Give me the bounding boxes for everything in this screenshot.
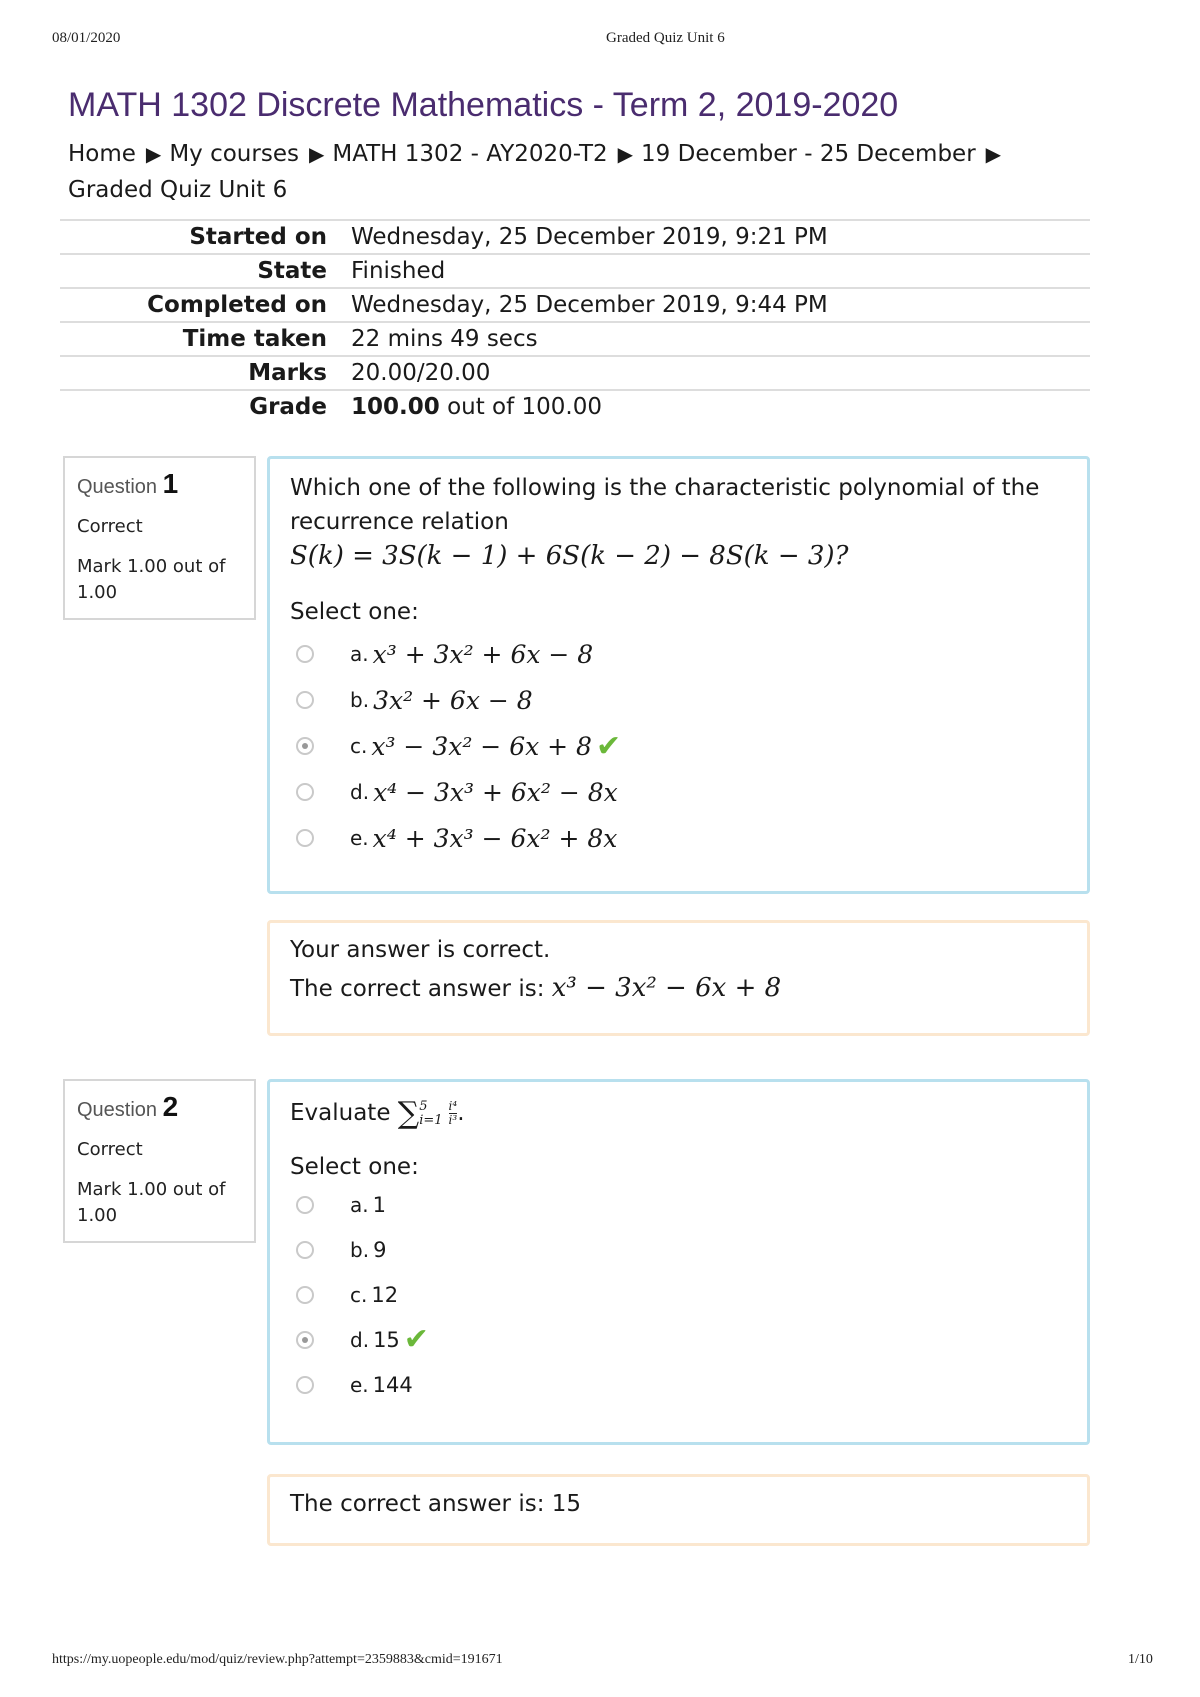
answer-option-c[interactable]	[290, 723, 1067, 769]
radio-button[interactable]	[296, 1241, 314, 1259]
summation-icon: ∑	[397, 1096, 420, 1131]
question-number: Question 2	[77, 1091, 179, 1122]
summary-label: Time taken	[60, 322, 351, 356]
correct-check-icon: ✔	[595, 728, 622, 764]
question-mark: Mark 1.00 out of 1.00	[77, 1179, 226, 1226]
breadcrumb-separator-icon: ▶	[145, 142, 162, 166]
answer-option-c[interactable]	[290, 1272, 1067, 1317]
summary-value: Wednesday, 25 December 2019, 9:44 PM	[351, 288, 1090, 322]
option-letter: d.	[350, 1327, 370, 1352]
question-number: Question 1	[77, 468, 179, 499]
breadcrumb	[68, 136, 1028, 208]
question-mark: Mark 1.00 out of 1.00	[77, 556, 226, 603]
option-text: x³ + 3x² + 6x − 8	[372, 639, 594, 669]
summary-value: 22 mins 49 secs	[351, 322, 1090, 356]
grade-value	[351, 390, 1090, 423]
radio-button[interactable]	[296, 1196, 314, 1214]
summary-label: Started on	[60, 220, 351, 254]
option-letter: b.	[350, 688, 370, 712]
summation-fraction: $\frac{\text{i⁴}}{\text{i³}}$	[448, 1099, 458, 1127]
question-text: Which one of the following is the characteristic polynomial of the recurrence relation	[290, 475, 1040, 535]
feedback-correct-answer: The correct answer is: 15	[290, 1491, 582, 1517]
answer-options	[290, 1182, 1067, 1407]
summary-row	[60, 356, 1090, 390]
radio-button[interactable]	[296, 1286, 314, 1304]
print-url: https://my.uopeople.edu/mod/quiz/review.php?attempt=2359883&cmid=191671	[52, 1652, 503, 1667]
feedback-answer: x³ − 3x² − 6x + 8	[551, 973, 782, 1003]
radio-button-selected[interactable]	[296, 737, 314, 755]
attempt-summary-table	[60, 219, 1090, 423]
breadcrumb-week[interactable]: 19 December - 25 December	[641, 141, 976, 167]
course-title[interactable]: MATH 1302 Discrete Mathematics - Term 2, 2019-2020	[68, 86, 899, 124]
summary-label: Completed on	[60, 288, 351, 322]
radio-button[interactable]	[296, 691, 314, 709]
radio-button[interactable]	[296, 645, 314, 663]
option-letter: c.	[350, 1282, 368, 1307]
question-2-feedback	[267, 1474, 1090, 1546]
summary-row-grade	[60, 390, 1090, 423]
recurrence-formula: S(k) = 3S(k − 1) + 6S(k − 2) − 8S(k − 3)?	[290, 541, 849, 571]
print-page-number: 1/10	[1128, 1652, 1153, 1667]
breadcrumb-quiz[interactable]: Graded Quiz Unit 6	[68, 177, 288, 203]
feedback-prefix: The correct answer is:	[290, 976, 545, 1002]
summation-limits: 5 i=1	[419, 1098, 443, 1128]
summary-row	[60, 254, 1090, 288]
breadcrumb-separator-icon: ▶	[617, 142, 634, 166]
question-1-box	[267, 456, 1090, 894]
answer-option-b[interactable]	[290, 677, 1067, 723]
select-one-label: Select one:	[290, 599, 419, 625]
option-letter: d.	[350, 780, 370, 804]
option-text: x⁴ + 3x³ − 6x² + 8x	[372, 823, 618, 853]
answer-option-e[interactable]	[290, 1362, 1067, 1407]
option-letter: e.	[350, 826, 369, 850]
summary-label: Marks	[60, 356, 351, 390]
option-letter: a.	[350, 642, 369, 666]
print-date: 08/01/2020	[52, 30, 121, 46]
answer-option-a[interactable]	[290, 631, 1067, 677]
question-status: Correct	[77, 516, 143, 537]
option-text: 9	[373, 1237, 387, 1262]
summary-row	[60, 220, 1090, 254]
breadcrumb-home[interactable]: Home	[68, 141, 136, 167]
question-2-info	[63, 1079, 256, 1243]
summary-value: Wednesday, 25 December 2019, 9:21 PM	[351, 220, 1090, 254]
question-2-box	[267, 1079, 1090, 1445]
summary-label: State	[60, 254, 351, 288]
radio-button-selected[interactable]	[296, 1331, 314, 1349]
option-text: x⁴ − 3x³ + 6x² − 8x	[373, 777, 618, 807]
breadcrumb-my-courses[interactable]: My courses	[169, 141, 299, 167]
summary-value: 20.00/20.00	[351, 356, 1090, 390]
answer-option-b[interactable]	[290, 1227, 1067, 1272]
answer-option-d[interactable]	[290, 769, 1067, 815]
grade-score: 100.00	[351, 394, 440, 420]
option-text: 12	[371, 1282, 399, 1307]
radio-button[interactable]	[296, 1376, 314, 1394]
option-text: x³ − 3x² − 6x + 8	[371, 731, 592, 761]
correct-check-icon: ✔	[403, 1322, 429, 1357]
grade-total: out of 100.00	[439, 394, 603, 420]
question-text: Evaluate ∑ 5 i=1 $\frac{\text{i⁴}}{\text{i³}}$ .	[290, 1096, 465, 1131]
question-status: Correct	[77, 1139, 143, 1160]
question-1-feedback	[267, 920, 1090, 1036]
grade-label: Grade	[60, 390, 351, 423]
radio-button[interactable]	[296, 783, 314, 801]
option-letter: a.	[350, 1192, 369, 1217]
question-1-info	[63, 456, 256, 620]
option-letter: b.	[350, 1237, 370, 1262]
answer-option-a[interactable]	[290, 1182, 1067, 1227]
summary-row	[60, 288, 1090, 322]
summary-value: Finished	[351, 254, 1090, 288]
option-letter: e.	[350, 1372, 369, 1397]
feedback-result: Your answer is correct.	[290, 937, 551, 963]
option-text: 3x² + 6x − 8	[373, 685, 533, 715]
feedback-correct-answer	[290, 973, 1067, 1003]
answer-option-e[interactable]	[290, 815, 1067, 861]
breadcrumb-separator-icon: ▶	[308, 142, 325, 166]
radio-button[interactable]	[296, 829, 314, 847]
answer-options	[290, 631, 1067, 861]
summary-row	[60, 322, 1090, 356]
option-text: 1	[372, 1192, 386, 1217]
breadcrumb-course[interactable]: MATH 1302 - AY2020-T2	[332, 141, 608, 167]
option-text: 144	[372, 1372, 413, 1397]
breadcrumb-separator-icon: ▶	[985, 142, 1002, 166]
option-text: 15	[373, 1327, 400, 1352]
answer-option-d[interactable]	[290, 1317, 1067, 1362]
option-letter: c.	[350, 734, 368, 758]
print-title: Graded Quiz Unit 6	[606, 30, 725, 46]
select-one-label: Select one:	[290, 1154, 419, 1180]
